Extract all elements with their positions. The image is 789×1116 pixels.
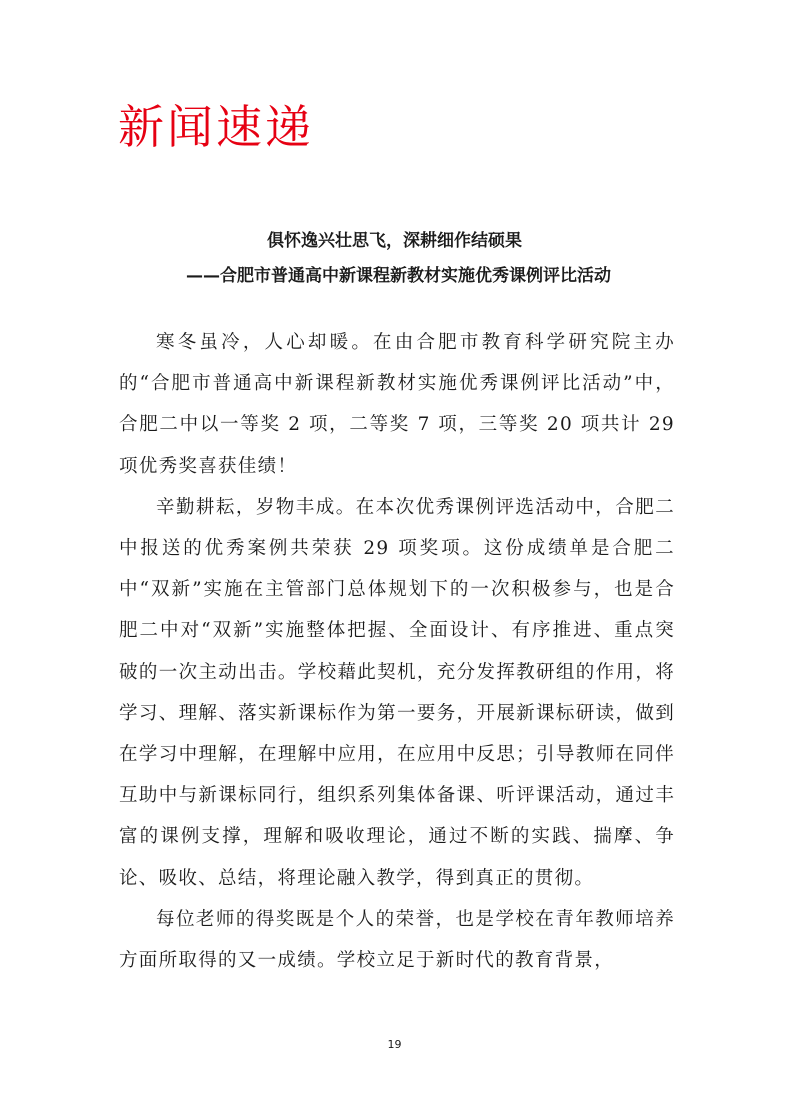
article-title: 俱怀逸兴壮思飞，深耕细作结硕果 [267, 231, 522, 251]
article-title-block [0, 224, 789, 294]
article-subtitle: ——合肥市普通高中新课程新教材实施优秀课例评比活动 [186, 266, 611, 286]
body-paragraph: 每位老师的得奖既是个人的荣誉，也是学校在青年教师培养方面所取得的又一成绩。学校立足于新时代的教育背景， [119, 908, 675, 972]
section-header: 新闻速递 [118, 100, 314, 154]
body-paragraph: 辛勤耕耘，岁物丰成。在本次优秀课例评选活动中，合肥二中报送的优秀案例共荣获 29 项奖项。这份成绩单是合肥二中“双新”实施在主管部门总体规划下的一次积极参与，也是合肥二中对“双新”实施整体把握、全面设计、有序推进、重点突破的一次主动出击。学校藉此契机，充分发挥教研组的作用，将学习、理解、落实新课标作为第一要务，开展新课标研读，做到在学习中理解，在理解中应用，在应用中反思；引导教师在同伴互助中与新课标同行，组织系列集体备课、听评课活动，通过丰富的课例支撑，理解和吸收理论，通过不断的实践、揣摩、争论、吸收、总结，将理论融入教学，得到真正的贯彻。 [119, 496, 675, 889]
article-body [119, 322, 675, 981]
page-number: 19 [387, 1038, 402, 1051]
body-paragraph: 寒冬虽冷，人心却暖。在由合肥市教育科学研究院主办的“合肥市普通高中新课程新教材实施优秀课例评比活动”中，合肥二中以一等奖 2 项，二等奖 7 项，三等奖 20 项共计 29 项优秀奖喜获佳绩！ [119, 332, 675, 477]
